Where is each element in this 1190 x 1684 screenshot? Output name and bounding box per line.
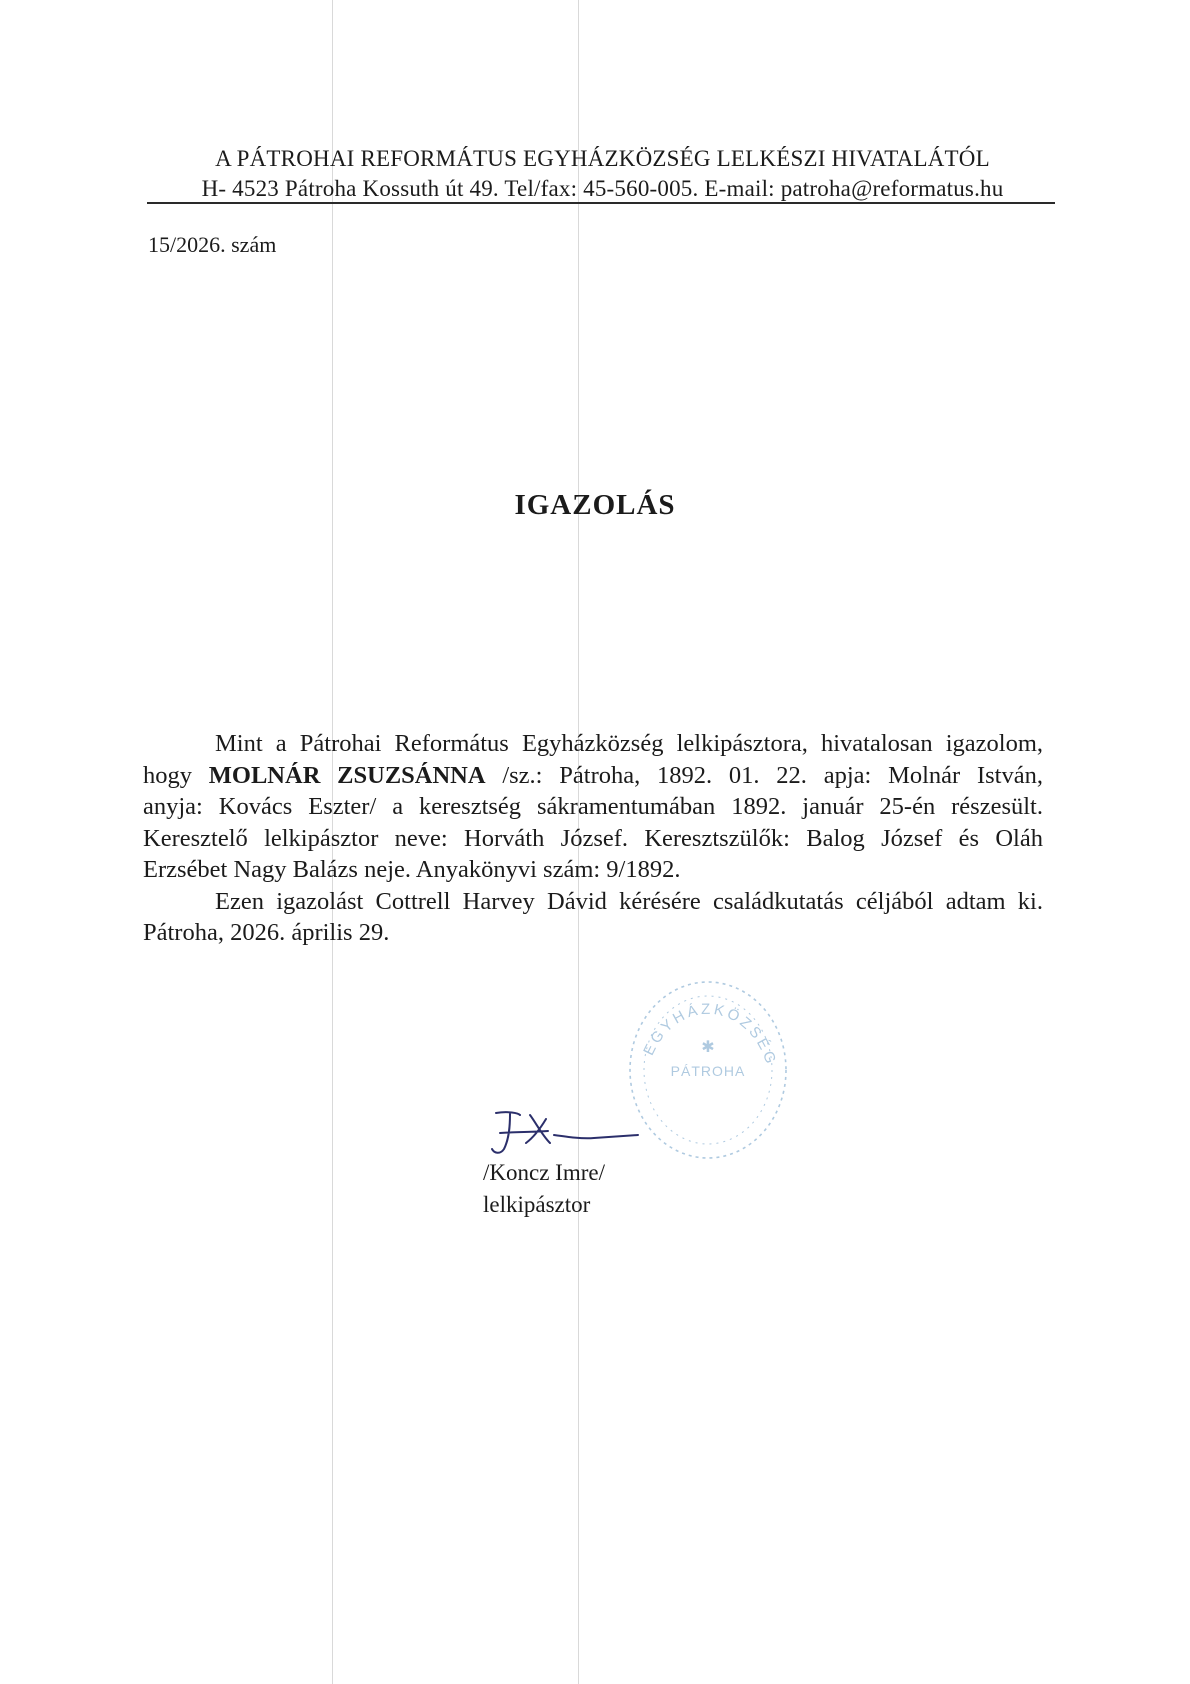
certificate-body	[143, 728, 1043, 949]
letterhead-contact: H- 4523 Pátroha Kossuth út 49. Tel/fax: 45-560-005. E-mail: patroha@reformatus.hu	[201, 176, 1004, 201]
body-line: Keresztelő lelkipásztor neve: Horváth József. Keresztszülők: Balog József és Oláh	[143, 824, 1043, 852]
signer-name: /Koncz Imre/	[483, 1160, 605, 1185]
seal-text-top: EGYHÁZKÖZSÉG	[640, 1000, 780, 1069]
signer-title: lelkipásztor	[483, 1192, 591, 1217]
seal-star-icon: ✱	[701, 1039, 715, 1056]
letterhead-divider	[147, 202, 1055, 204]
seal-text-center: PÁTROHA	[670, 1063, 746, 1079]
place-date: Pátroha, 2026. április 29.	[143, 919, 390, 946]
body-line: anyja: Kovács Eszter/ a keresztség sákramentumában 1892. január 25-én részesült.	[143, 793, 1043, 820]
body-text-fragment: /sz.: Pátroha, 1892. 01. 22. apja: Molnár István,	[502, 761, 1043, 789]
body-line: Ezen igazolást Cottrell Harvey Dávid kérésére családkutatás céljából adtam ki.	[215, 887, 1043, 915]
handwritten-signature	[490, 1105, 640, 1165]
letterhead-title: A PÁTROHAI REFORMÁTUS EGYHÁZKÖZSÉG LELKÉSZI HIVATALÁTÓL	[215, 146, 990, 171]
reference-number: 15/2026. szám	[148, 232, 277, 257]
body-line: Mint a Pátrohai Református Egyházközség lelkipásztora, hivatalosan igazolom,	[215, 730, 1043, 757]
body-line	[143, 760, 1043, 792]
official-seal-stamp	[618, 960, 798, 1160]
person-name: MOLNÁR ZSUZSÁNNA	[208, 761, 486, 789]
document-title: IGAZOLÁS	[514, 489, 676, 521]
signature-block	[483, 1157, 605, 1221]
body-text-fragment: hogy	[143, 761, 192, 789]
body-line: Erzsébet Nagy Balázs neje. Anyakönyvi szám: 9/1892.	[143, 856, 681, 883]
